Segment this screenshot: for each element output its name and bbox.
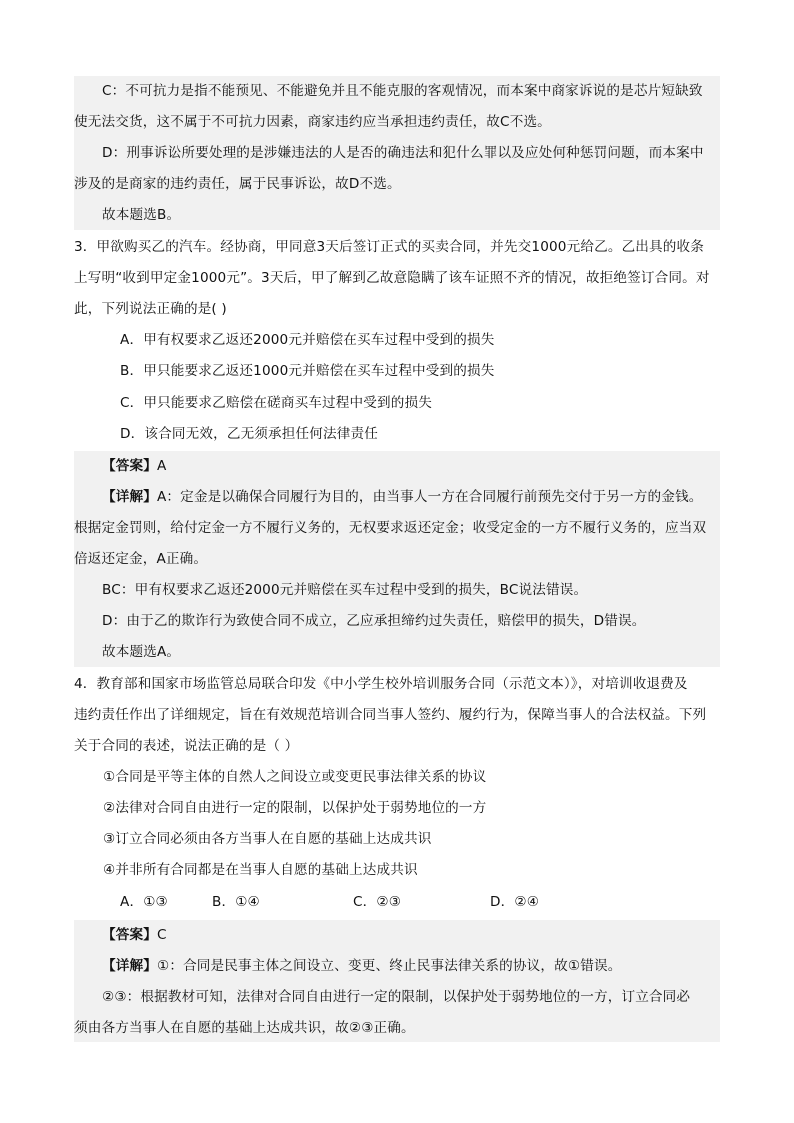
q3-stem-line-3: 此，下列说法正确的是( ) — [74, 301, 227, 317]
q4-detail-line-2: ②③：根据教材可知，法律对合同自由进行一定的限制，以保护处于弱势地位的一方，订立合同必 — [102, 989, 691, 1005]
q3-stem-line-1: 3．甲欲购买乙的汽车。经协商，甲同意3天后签订正式的买卖合同，并先交1000元给乙。乙出具的收条 — [74, 239, 705, 255]
q3-detail-line-2: 根据定金罚则，给付定金一方不履行义务的，无权要求返还定金；收受定金的一方不履行义务的，应当双 — [74, 520, 707, 536]
q4-detail-line-3: 须由各方当事人在自愿的基础上达成共识，故②③正确。 — [74, 1020, 415, 1036]
explanation-conclusion: 故本题选B。 — [102, 207, 181, 223]
q4-item-2: ②法律对合同自由进行一定的限制，以保护处于弱势地位的一方 — [103, 800, 487, 816]
answer-value: A — [156, 458, 167, 474]
q3-stem-line-2: 上写明“收到甲定金1000元”。3天后，甲了解到乙故意隐瞒了该车证照不齐的情况，故拒绝签订合同。对 — [74, 270, 710, 286]
detail-tag: 【详解】 — [102, 489, 157, 505]
answer-tag: 【答案】 — [102, 458, 157, 474]
q4-item-3: ③订立合同必须由各方当事人在自愿的基础上达成共识 — [103, 831, 432, 847]
q3-detail-d: D：由于乙的欺诈行为致使合同不成立，乙应承担缔约过失责任，赔偿甲的损失，D错误。 — [102, 613, 646, 629]
detail-tag: 【详解】 — [102, 958, 157, 974]
q4-choice-c: C．②③ — [353, 894, 402, 910]
q3-option-b: B．甲只能要求乙返还1000元并赔偿在买车过程中受到的损失 — [120, 363, 495, 379]
q4-stem-line-3: 关于合同的表述，说法正确的是（ ） — [74, 738, 299, 754]
explanation-c-line-2: 使无法交货，这不属于不可抗力因素，商家违约应当承担违约责任，故C不选。 — [74, 114, 551, 130]
q3-detail-line-1 — [102, 487, 702, 507]
explanation-d-line-1: D：刑事诉讼所要处理的是涉嫌违法的人是否的确违法和犯什么罪以及应处何种惩罚问题，而本案中 — [102, 145, 704, 161]
q4-stem-line-2: 违约责任作出了详细规定，旨在有效规范培训合同当事人签约、履约行为，保障当事人的合法权益。下列 — [74, 707, 707, 723]
q4-stem-line-1: 4．教育部和国家市场监管总局联合印发《中小学生校外培训服务合同（示范文本）》，对培训收退费及 — [74, 676, 688, 692]
explanation-d-line-2: 涉及的是商家的违约责任，属于民事诉讼，故D不选。 — [74, 176, 401, 192]
detail-text: ①：合同是民事主体之间设立、变更、终止民事法律关系的协议，故①错误。 — [156, 958, 622, 974]
q4-answer — [102, 925, 167, 945]
q3-answer — [102, 456, 166, 476]
answer-tag: 【答案】 — [102, 927, 157, 943]
detail-text: A：定金是以确保合同履行为目的，由当事人一方在合同履行前预先交付于另一方的金钱。 — [156, 489, 703, 505]
explanation-c-line-1: C：不可抗力是指不能预见、不能避免并且不能克服的客观情况，而本案中商家诉说的是芯片短缺致 — [102, 83, 703, 99]
q3-option-a: A．甲有权要求乙返还2000元并赔偿在买车过程中受到的损失 — [120, 332, 495, 348]
answer-value: C — [156, 927, 167, 943]
q4-item-1: ①合同是平等主体的自然人之间设立或变更民事法律关系的协议 — [103, 769, 487, 785]
q4-choice-b: B．①④ — [212, 894, 260, 910]
q3-option-c: C．甲只能要求乙赔偿在磋商买车过程中受到的损失 — [120, 395, 433, 411]
q3-conclusion: 故本题选A。 — [102, 644, 181, 660]
q4-detail-line-1 — [102, 956, 621, 976]
q4-item-4: ④并非所有合同都是在当事人自愿的基础上达成共识 — [103, 862, 418, 878]
q3-option-d: D．该合同无效，乙无须承担任何法律责任 — [120, 426, 379, 442]
q3-detail-line-3: 倍返还定金，A正确。 — [74, 551, 208, 567]
q3-detail-bc: BC：甲有权要求乙返还2000元并赔偿在买车过程中受到的损失，BC说法错误。 — [102, 582, 588, 598]
q4-choice-a: A．①③ — [120, 894, 168, 910]
q4-choice-d: D．②④ — [490, 894, 540, 910]
